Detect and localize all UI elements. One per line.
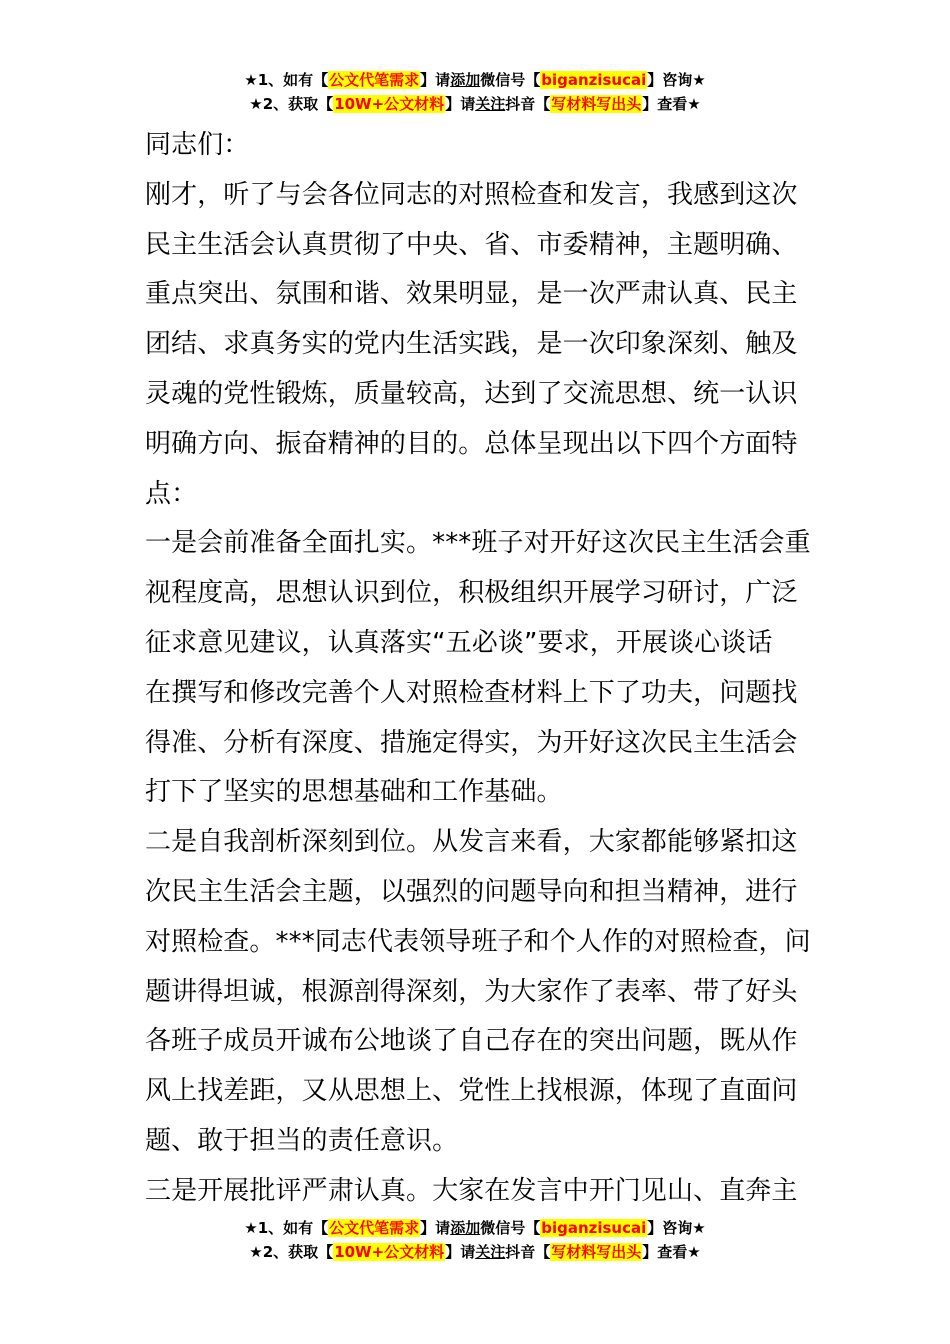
body-line: 点： (145, 478, 198, 509)
body-line: 在撰写和修改完善个人对照检查材料上下了功夫，问题找 (145, 677, 798, 708)
body-line: 重点突出、氛围和谐、效果明显，是一次严肃认真、民主 (145, 279, 798, 310)
body-line: 各班子成员开诚布公地谈了自己存在的突出问题，既从作 (145, 1026, 798, 1057)
highlight-service: 公文代笔需求 (329, 71, 420, 89)
highlight-douyin: 写材料写出头 (551, 1243, 642, 1261)
body-line: 民主生活会认真贯彻了中央、省、市委精神，主题明确、 (145, 229, 798, 260)
highlight-materials: 10W+公文材料 (334, 1243, 445, 1261)
highlight-douyin: 写材料写出头 (551, 95, 642, 113)
body-line: 二是自我剖析深刻到位。从发言来看，大家都能够紧扣这 (145, 827, 798, 858)
highlight-wechat-id: biganzisucai (541, 1219, 647, 1237)
footer-banner (0, 1216, 950, 1264)
body-line: 得准、分析有深度、措施定得实，为开好这次民主生活会 (145, 727, 798, 758)
footer-banner-line-2: ★2、获取【10W+公文材料】请关注抖音【写材料写出头】查看★ (249, 1243, 701, 1261)
body-line: 征求意见建议，认真落实“五必谈”要求，开展谈心谈话 (145, 627, 773, 658)
body-line: 灵魂的党性锻炼，质量较高，达到了交流思想、统一认识 (145, 378, 798, 409)
header-banner (0, 68, 950, 116)
document-body (145, 121, 825, 1217)
body-line: 明确方向、振奋精神的目的。总体呈现出以下四个方面特 (145, 428, 798, 459)
highlight-service: 公文代笔需求 (329, 1219, 420, 1237)
header-banner-line-2: ★2、获取【10W+公文材料】请关注抖音【写材料写出头】查看★ (249, 95, 701, 113)
body-line: 刚才，听了与会各位同志的对照检查和发言，我感到这次 (145, 179, 798, 210)
body-line: 三是开展批评严肃认真。大家在发言中开门见山、直奔主 (145, 1175, 798, 1206)
highlight-wechat-id: biganzisucai (541, 71, 647, 89)
body-line: 对照检查。***同志代表领导班子和个人作的对照检查，问 (145, 926, 811, 957)
body-line: 团结、求真务实的党内生活实践，是一次印象深刻、触及 (145, 329, 798, 360)
body-line: 同志们： (145, 130, 250, 160)
body-line: 一是会前准备全面扎实。***班子对开好这次民主生活会重 (145, 528, 811, 559)
body-line: 题、敢于担当的责任意识。 (145, 1125, 459, 1156)
highlight-materials: 10W+公文材料 (334, 95, 445, 113)
body-line: 次民主生活会主题，以强烈的问题导向和担当精神，进行 (145, 876, 798, 907)
body-line: 视程度高，思想认识到位，积极组织开展学习研讨，广泛 (145, 578, 798, 609)
body-line: 打下了坚实的思想基础和工作基础。 (145, 777, 563, 808)
body-line: 题讲得坦诚，根源剖得深刻，为大家作了表率、带了好头 (145, 976, 798, 1007)
header-banner-line-1: ★1、如有【公文代笔需求】请添加微信号【biganzisucai】咨询★ (244, 71, 706, 89)
body-line: 风上找差距，又从思想上、党性上找根源，体现了直面问 (145, 1076, 798, 1107)
footer-banner-line-1: ★1、如有【公文代笔需求】请添加微信号【biganzisucai】咨询★ (244, 1219, 706, 1237)
